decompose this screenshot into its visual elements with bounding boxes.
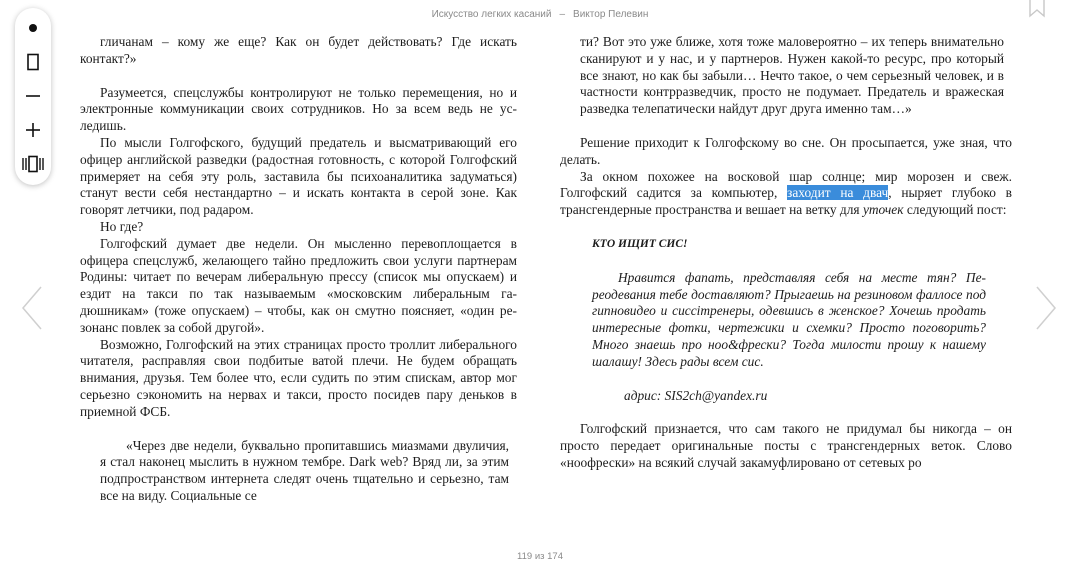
- paragraph: Разумеется, спецслужбы контролируют не только перемещения, но и электронные коммуникации своих сотрудников. Но за всем ведь не уследишь.: [80, 84, 517, 134]
- selected-text-highlight[interactable]: заходит на двач: [787, 185, 889, 201]
- paragraph: Возможно, Голгофский на этих страницах просто троллит либерального читателя, расправляя свои подбитые ватой плечи. Не будем обращать внимания, друзья. Тем более что, если судить по этим спискам, автор мог серьезно сэкономить на нервах и такси, просто посидев пару деньков в приемной ФСБ.: [80, 336, 517, 419]
- text-span: За окном похожее на восковой шар солнце; мир морозен и свеж. Голгофский садится за компьютер,: [560, 168, 1012, 201]
- dot-icon[interactable]: [15, 12, 51, 44]
- paragraph: Но где?: [100, 218, 144, 234]
- paragraph: По мысли Голгофского, будущий предатель и высматривающий его офицер английской разведки (радостная готовность, с которой Голгофский примеряет на себя эту роль, заставила бы психоаналитика задуматься) станут вести себя нестандартно – и искать контакта в серой зоне. Как говорят летчики, под радаром.: [80, 134, 517, 218]
- text-span: , ныряет глубоко в трансгендерные пространства и вешает на ветку для: [560, 185, 1012, 218]
- single-page-icon[interactable]: [15, 46, 51, 78]
- header-separator: –: [559, 9, 566, 20]
- total-pages: 174: [547, 551, 563, 562]
- book-header: [0, 9, 1080, 20]
- post-body: Нравится фапать, представляя себя на месте тян? Переодевания тебе доставляют? Прыгаешь на резиновом фаллосе под гипновидео и сиссітренеры, одевшись в женское? Хочешь продать интересные фотки, чертежики и схемки? Просто поговорить? Много знаешь про ноо&фрески? Тогда милости прошу к нашему шалашу! Здесь рады всем сис.: [592, 269, 986, 369]
- page-of-label: из: [534, 551, 545, 562]
- quote-paragraph: ти? Вот это уже ближе, хотя тоже маловероятно – их теперь внимательно сканируют и у нас, и у партнеров. Нужен какой-то ресурс, про который все знают, но как бы забыли… Нечто такое, о чем серьезный человек, и в частности контрразведчик, просто не подумает. Предатель и вражеская разведка телепатически найдут друг друга именно там…»: [580, 34, 1004, 117]
- book-title: Искусство легких касаний: [431, 9, 552, 20]
- paragraph: гличанам – кому же еще? Как он будет действовать? Где искать контакт?»: [80, 34, 517, 66]
- page-counter: [0, 551, 1080, 562]
- current-page: 119: [517, 551, 533, 562]
- bookmark-icon[interactable]: [1028, 0, 1046, 18]
- post-title: КТО ИЩИТ СИС!: [592, 237, 688, 250]
- text-span: следующий пост:: [903, 202, 1007, 218]
- paragraph: Решение приходит к Голгофскому во сне. Он просыпается, уже зная, что делать.: [560, 134, 1012, 167]
- prev-page-arrow-icon[interactable]: [20, 285, 44, 331]
- plus-icon[interactable]: [15, 114, 51, 146]
- reader-toolbar: [15, 8, 51, 185]
- next-page-arrow-icon[interactable]: [1034, 285, 1058, 331]
- book-author: Виктор Пелевин: [573, 9, 649, 20]
- italic-text: уточек: [862, 202, 904, 218]
- right-page: [560, 34, 1012, 472]
- two-page-icon[interactable]: [15, 148, 51, 180]
- paragraph: Голгофский думает две недели. Он мысленно перевоплощается в офицера спецслужб, желающего тайно предложить свои услуги партнерам Родины: читает по вечерам либеральную прессу (список мы опускаем) и ездит на такси по так называемым «московским либеральным гадюшникам» (тоже опускаем) – чтобы, как он смутно поясняет, «один резонанс повлек за собой другой».: [80, 235, 517, 335]
- left-page: [80, 34, 517, 505]
- quote-paragraph: «Через две недели, буквально пропитавшись миазмами двуличия, я стал наконец мыслить в нужном тембре. Dark web? Вряд ли, за этим подпространством интернета следят очень тщательно и серьезно, там все на виду. Социальные се: [100, 437, 509, 503]
- paragraph: Голгофский признается, что сам такого не придумал бы никогда – он просто передает оригинальные посты с трансгендерных веток. Слово «ноофрески» на всякий случай закамуфлировано от сетевых ро: [560, 421, 1012, 470]
- minus-icon[interactable]: [15, 80, 51, 112]
- post-email: адрис: SIS2ch@yandex.ru: [624, 387, 768, 403]
- paragraph: [560, 169, 1012, 219]
